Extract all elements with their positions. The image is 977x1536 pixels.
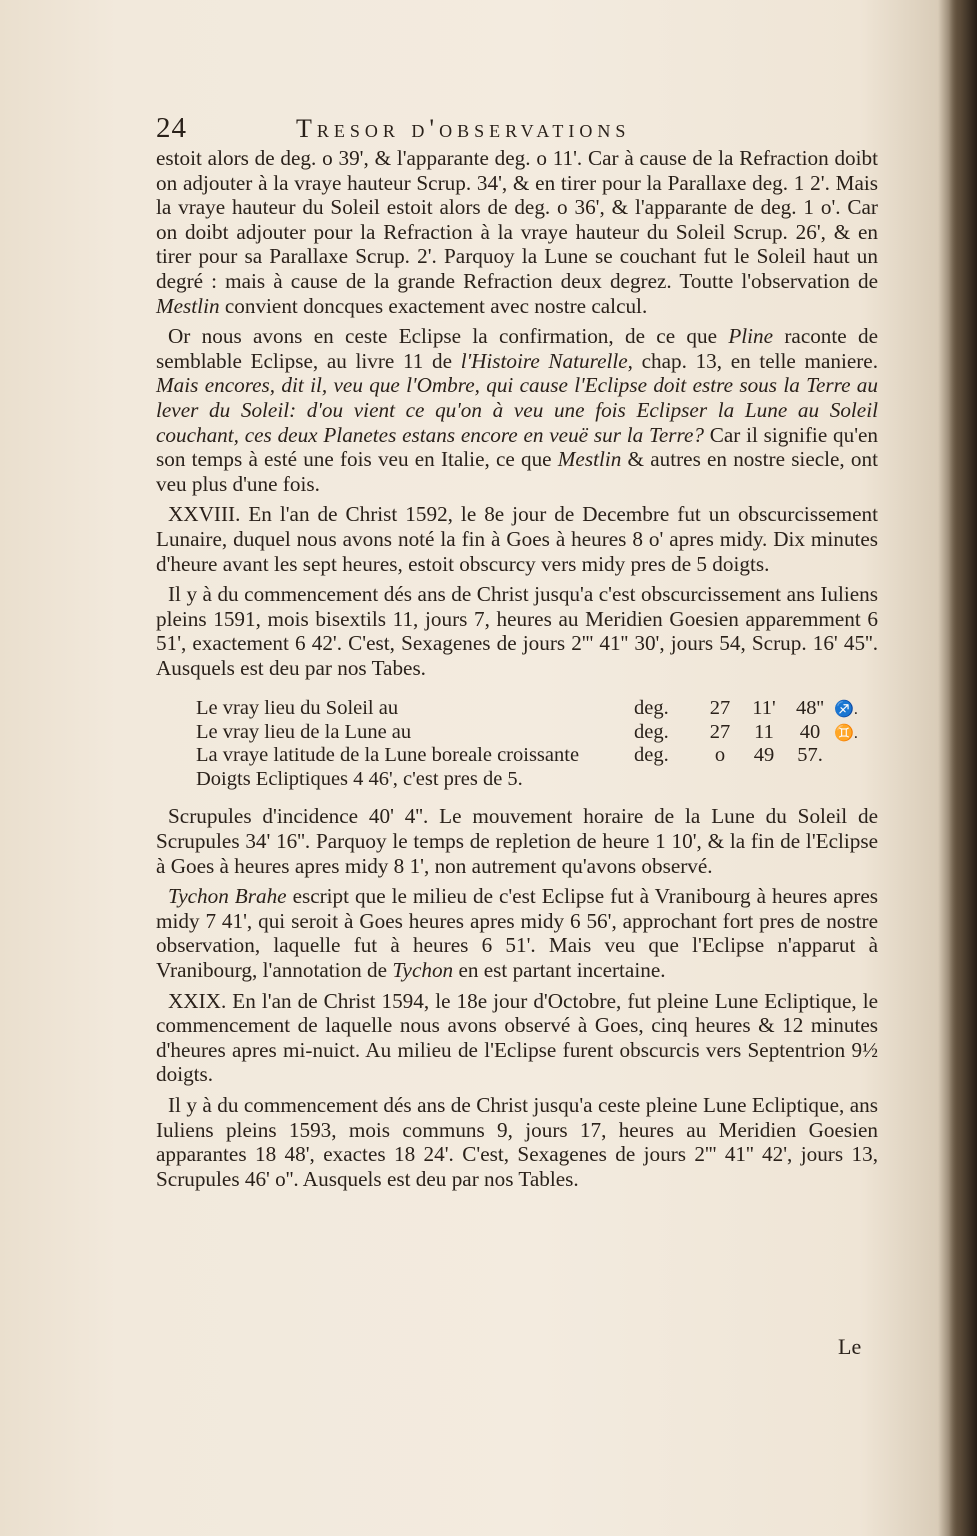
italic-segment: Mais encores, dit il, veu que l'Ombre, qui cause l'Eclipse doit estre sous la Terre au lever du Soleil: d'ou vient ce qu'on à veu une fois Eclipser la Lune au Soleil couchant, ces deux Planetes estans encore en veuë sur la Terre? [156, 373, 878, 447]
text-segment: Il y à du commencement dés ans de Christ jusqu'a c'est obscurcissement ans Iuliens pleins 1591, mois bisextils 11, jours 7, heures au Meridien Goesien apparemment 6 51', exactement 6 42'. C'est, Sexagenes de jours 2''' 41'' 30', jours 54, Scrup. 16' 45''. Ausquels est deu par nos Tabes. [156, 582, 878, 680]
row-minutes: 11 [754, 720, 774, 743]
text-segment: Scrupules d'incidence 40' 4''. Le mouvement horaire de la Lune du Soleil de Scrupules 34' 16''. Parquoy le temps de repletion de heure 1 10', & la fin de l'Eclipse à Goes à heures apres midy 8 1', non autrement qu'avons observé. [156, 804, 878, 878]
paragraph [156, 989, 878, 1087]
paragraph [156, 884, 878, 982]
text-segment: Il y à du commencement dés ans de Christ jusqu'a ceste pleine Lune Ecliptique, ans Iuliens pleins 1593, mois communs 9, jours 17, heures au Meridien Goesien apparantes 18 48', exactes 18 24'. C'est, Sexagenes de jours 2''' 41'' 42', jours 13, Scrupules 46' o''. Ausquels est deu par nos Tables. [156, 1093, 878, 1191]
row-zodiac-sign: ♊. [834, 724, 858, 742]
text-segment: estoit alors de deg. o 39', & l'apparante deg. o 11'. Car à cause de la Refraction doibt on adjouter à la vraye hauteur Scrup. 34', & en tirer pour la Parallaxe deg. 1 2'. Mais la vraye hauteur du Soleil estoit alors de deg. o 36', & l'apparante de deg. 1 o'. Car on doibt adjouter pour la Refraction à la vraye hauteur du Soleil Scrup. 26', & en tirer pour sa Parallaxe Scrup. 2'. Parquoy la Lune se couchant fut le Soleil haut un degré : mais à cause de la grande Refraction deux degrez. Toutte l'observation de [156, 146, 878, 293]
text-segment: Or nous avons en ceste Eclipse la confirmation, de ce que [168, 324, 729, 349]
paragraphs-after-table [156, 804, 878, 1191]
row-seconds: 57. [797, 744, 823, 767]
paragraphs-before-table [156, 146, 878, 680]
book-spine [949, 0, 977, 1536]
row-zodiac-sign: ♐. [834, 701, 858, 719]
text-segment: convient doncques exactement avec nostre calcul. [219, 293, 648, 318]
text-segment: escript que le milieu de c'est Eclipse fut à Vranibourg à heures apres midy 7 41', qui seroit à Goes heures apres midy 6 56', approchant fort pres de nostre observation, laquelle fut à heures 6 51'. Mais veu que l'Eclipse n'apparut à Vranibourg, l'annotation de [156, 884, 878, 983]
text-segment: en est partant incertaine. [453, 958, 666, 983]
text-segment: Car il signifie qu'en son temps à esté une fois veu en Italie, ce que [156, 422, 879, 472]
paragraph [156, 324, 878, 496]
table-row [196, 767, 886, 791]
page-number: 24 [156, 112, 187, 144]
italic-segment: Mestlin [156, 293, 220, 318]
row-degrees: 27 [709, 697, 731, 720]
text-segment: , chap. 13, en telle maniere. [627, 348, 878, 373]
row-minutes: 49 [753, 744, 775, 767]
text-segment: XXIX. En l'an de Christ 1594, le 18e jour d'Octobre, fut pleine Lune Ecliptique, le commencement de laquelle nous avons observé à Goes, cinq heures & 12 minutes d'heures apres mi-nuict. Au milieu de l'Eclipse furent obscurcis vers Septentrion 9½ doigts. [156, 988, 878, 1087]
italic-segment: Tychon [392, 958, 454, 983]
table-row [196, 720, 886, 744]
italic-segment: l'Histoire Naturelle [460, 348, 628, 373]
row-minutes: 11' [752, 697, 776, 720]
row-label: Le vray lieu de la Lune au [196, 720, 412, 743]
row-label: Le vray lieu du Soleil au [196, 697, 399, 720]
paragraph [156, 804, 878, 878]
text-segment: XXVIII. En l'an de Christ 1592, le 8e jour de Decembre fut un obscurcissement Lunaire, duquel nous avons noté la fin à Goes à heures 8 o' apres midy. Dix minutes d'heure avant les sept heures, estoit obscurcy vers midy pres de 5 doigts. [156, 502, 878, 576]
paragraph [156, 582, 878, 680]
row-seconds: 48'' [796, 697, 824, 720]
paragraph [156, 1093, 878, 1191]
row-degrees: o [714, 744, 726, 767]
table-row [196, 743, 886, 767]
paragraph [156, 502, 878, 576]
row-unit: deg. [634, 744, 669, 767]
italic-segment: Mestlin [557, 447, 622, 472]
catchword: Le [838, 1334, 862, 1359]
text-segment: raconte de semblable Eclipse, au livre 11 de [156, 324, 879, 373]
row-label: La vraye latitude de la Lune boreale croissante [196, 744, 580, 767]
row-unit: deg. [634, 697, 669, 720]
text-segment: & autres en nostre siecle, ont veu plus d'une fois. [156, 447, 878, 496]
italic-segment: Tychon Brahe [168, 884, 287, 909]
row-unit: deg. [634, 720, 669, 743]
page-header [156, 110, 784, 146]
running-title: Tresor d'observations [296, 114, 631, 143]
main-text [156, 146, 878, 1197]
italic-segment: Pline [728, 324, 774, 349]
row-degrees: 27 [709, 720, 731, 743]
paragraph [156, 146, 878, 318]
eclipse-table [196, 696, 886, 790]
table-row [196, 696, 886, 720]
row-label: Doigts Ecliptiques 4 46', c'est pres de 5. [196, 767, 523, 790]
row-seconds: 40 [799, 720, 821, 743]
